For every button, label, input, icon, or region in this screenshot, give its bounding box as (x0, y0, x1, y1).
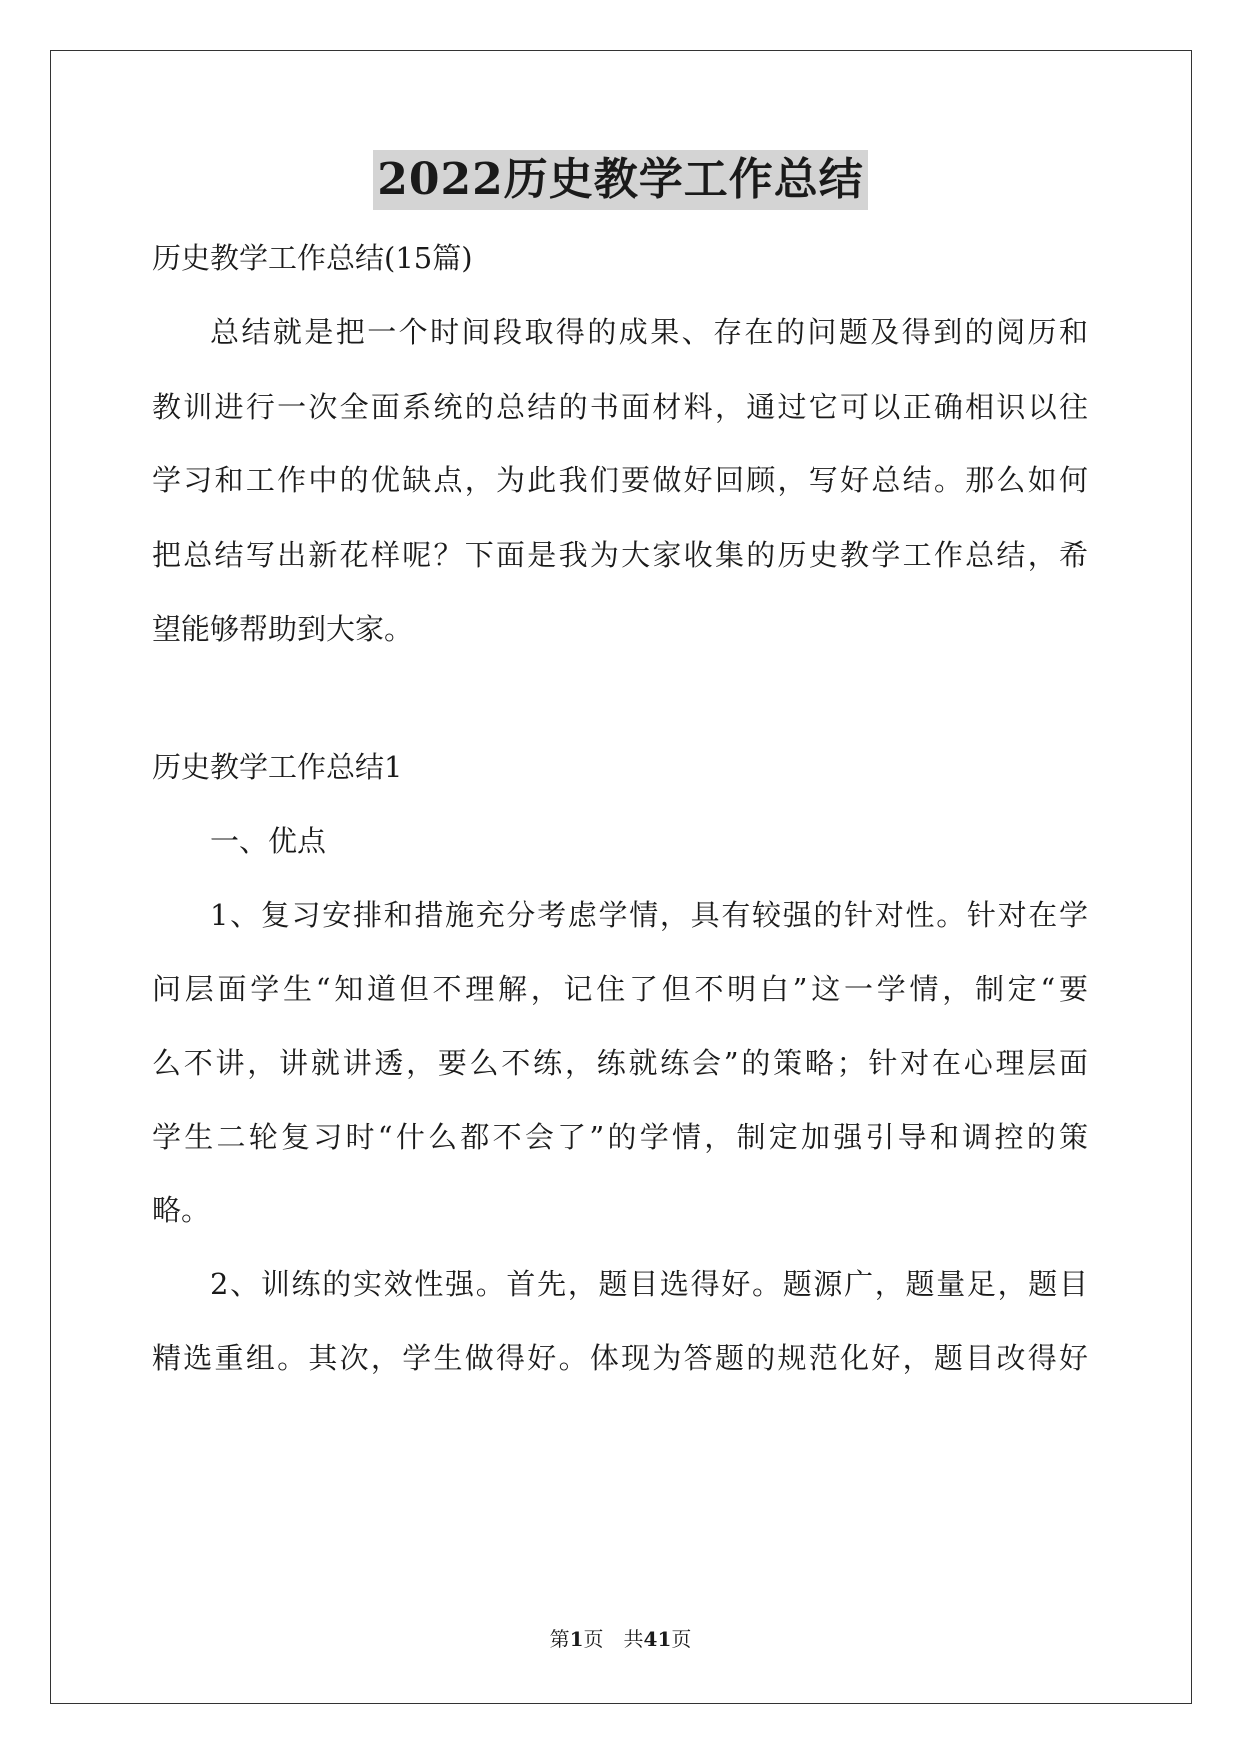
point1-line-1: 1、复习安排和措施充分考虑学情，具有较强的针对性。针对在学 (210, 898, 1088, 932)
footer-middle: 页 共 (583, 1627, 644, 1651)
intro-line-2: 教训进行一次全面系统的总结的书面材料，通过它可以正确相识以往 (152, 390, 1088, 424)
sub-heading: 一、优点 (210, 824, 327, 858)
footer-suffix: 页 (671, 1627, 692, 1651)
point2-line-1: 2、训练的实效性强。首先，题目选得好。题源广，题量足，题目 (210, 1267, 1088, 1301)
footer-prefix: 第 (549, 1627, 570, 1651)
point1-line-3: 么不讲，讲就讲透，要么不练，练就练会”的策略；针对在心理层面 (152, 1046, 1088, 1080)
intro-line-4: 把总结写出新花样呢？下面是我为大家收集的历史教学工作总结，希 (152, 538, 1088, 572)
title-container (0, 150, 1241, 210)
point1-line-5: 略。 (152, 1193, 211, 1227)
intro-line-3: 学习和工作中的优缺点，为此我们要做好回顾，写好总结。那么如何 (152, 463, 1088, 497)
point1-line-4: 学生二轮复习时“什么都不会了”的学情，制定加强引导和调控的策 (152, 1120, 1088, 1154)
intro-line-1: 总结就是把一个时间段取得的成果、存在的问题及得到的阅历和 (210, 315, 1088, 349)
document-title: 2022历史教学工作总结 (373, 150, 867, 210)
section-heading: 历史教学工作总结1 (152, 750, 403, 784)
intro-line-5: 望能够帮助到大家。 (152, 612, 414, 646)
page-border (50, 50, 1192, 1704)
footer-total-pages: 41 (643, 1627, 672, 1651)
point2-line-2: 精选重组。其次，学生做得好。体现为答题的规范化好，题目改得好 (152, 1341, 1088, 1375)
document-subtitle: 历史教学工作总结(15篇) (152, 241, 473, 275)
footer-current-page: 1 (569, 1627, 584, 1651)
page-footer (0, 1626, 1241, 1652)
point1-line-2: 问层面学生“知道但不理解，记住了但不明白”这一学情，制定“要 (152, 972, 1088, 1006)
